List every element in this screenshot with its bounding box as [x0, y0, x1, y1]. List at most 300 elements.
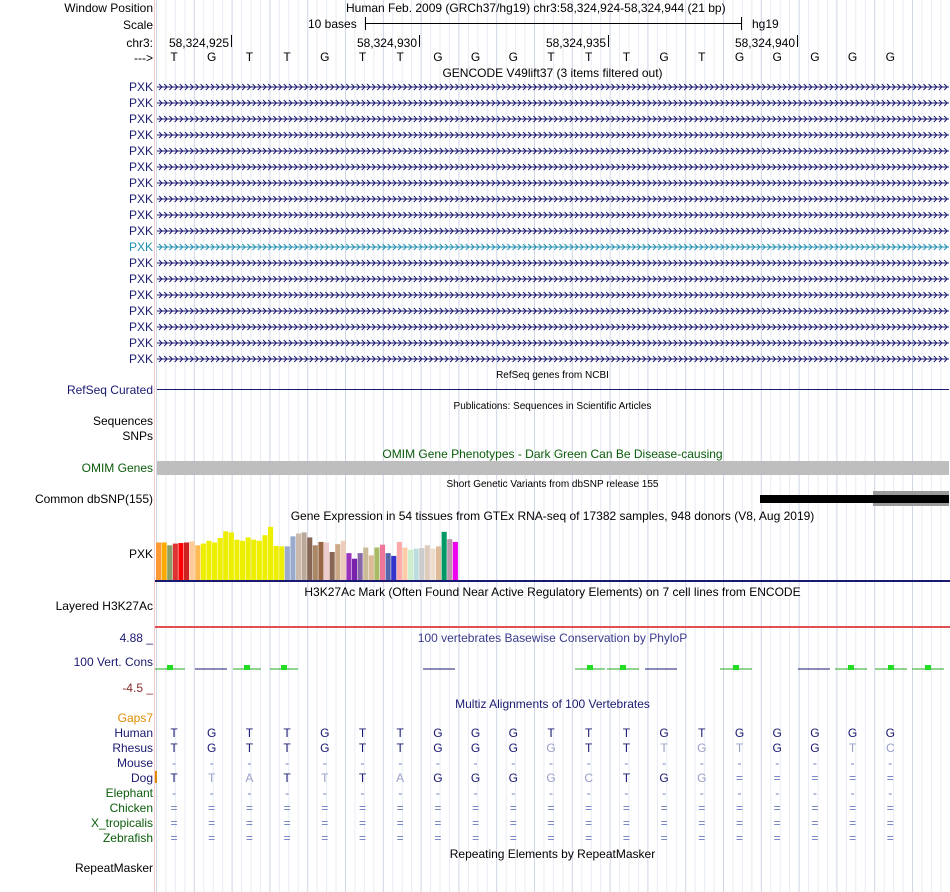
multiz-aligned-base: T: [848, 741, 857, 755]
multiz-aligned-base: G: [847, 726, 858, 740]
multiz-aligned-base: T: [622, 741, 631, 755]
phylop-score-mark: [620, 665, 626, 670]
gtex-tissue-bar: [246, 537, 251, 580]
multiz-aligned-base: =: [547, 801, 555, 815]
gtex-tissue-bar: [307, 537, 312, 580]
multiz-species-label[interactable]: Chicken: [109, 801, 153, 815]
gtex-track-title[interactable]: Gene Expression in 54 tissues from GTEx RNA-seq of 17382 samples, 948 donors (V8, Aug 2019): [290, 509, 815, 523]
reference-base: T: [170, 50, 178, 64]
ruler-position-label: 58,324,940: [734, 36, 795, 50]
gtex-tissue-bar: [290, 536, 295, 580]
multiz-aligned-base: -: [812, 786, 817, 800]
gencode-transcript-label[interactable]: PXK: [128, 112, 153, 126]
gtex-tissue-bar: [386, 553, 391, 580]
reference-base: T: [547, 50, 555, 64]
multiz-aligned-base: T: [358, 726, 367, 740]
gtex-tissue-bar: [358, 553, 363, 580]
multiz-aligned-base: =: [886, 801, 894, 815]
gtex-tissue-bar: [330, 552, 335, 580]
gtex-tissue-bar: [335, 544, 340, 580]
reference-base: G: [772, 50, 782, 64]
publications-snps-label[interactable]: SNPs: [122, 429, 153, 443]
gencode-transcript-intron[interactable]: [157, 195, 949, 203]
multiz-aligned-base: -: [511, 756, 516, 770]
multiz-aligned-base: -: [850, 786, 855, 800]
gencode-transcript-intron[interactable]: [157, 163, 949, 171]
scale-bar: [365, 23, 742, 24]
gtex-bar-chart[interactable]: [155, 524, 555, 580]
multiz-aligned-base: =: [811, 801, 819, 815]
gtex-tissue-bar: [195, 545, 200, 580]
multiz-aligned-base: G: [772, 741, 782, 755]
multiz-aligned-base: =: [622, 801, 630, 815]
multiz-aligned-base: A: [396, 771, 405, 785]
phylop-score-mark: [888, 665, 894, 670]
multiz-aligned-base: T: [208, 771, 216, 785]
multiz-aligned-base: -: [398, 786, 403, 800]
multiz-aligned-base: -: [247, 756, 252, 770]
multiz-aligned-base: =: [472, 831, 480, 845]
gencode-transcript-label[interactable]: PXK: [128, 128, 153, 142]
gtex-tissue-bar: [156, 542, 161, 580]
multiz-aligned-base: -: [172, 756, 176, 770]
multiz-aligned-base: -: [435, 786, 440, 800]
gtex-tissue-bar: [374, 548, 379, 580]
multiz-aligned-base: T: [358, 771, 367, 785]
reference-base: G: [207, 50, 217, 64]
multiz-aligned-base: -: [360, 756, 365, 770]
gencode-transcript-label[interactable]: PXK: [128, 96, 153, 110]
gtex-tissue-bar: [173, 544, 178, 580]
multiz-aligned-base: =: [170, 831, 178, 845]
multiz-aligned-base: -: [624, 786, 629, 800]
phylop-track-label[interactable]: 100 Vert. Cons: [73, 655, 153, 669]
gtex-tissue-bar: [167, 545, 172, 580]
scale-text: 10 bases: [308, 17, 357, 31]
reference-base: T: [698, 50, 706, 64]
gencode-transcript-intron[interactable]: [157, 147, 949, 155]
ruler-tick: [231, 35, 232, 47]
phylop-score-mark: [167, 665, 173, 670]
h3k27ac-baseline: [155, 626, 950, 628]
image-left-border: [154, 0, 155, 892]
repeatmasker-track-label[interactable]: RepeatMasker: [74, 861, 153, 875]
gtex-tissue-bar: [162, 542, 167, 580]
multiz-aligned-base: T: [622, 771, 631, 785]
multiz-aligned-base: =: [283, 831, 291, 845]
reference-base: G: [320, 50, 330, 64]
multiz-aligned-base: =: [170, 816, 178, 830]
gtex-tissue-bar: [190, 541, 195, 580]
multiz-aligned-base: =: [547, 816, 555, 830]
gtex-tissue-bar: [302, 532, 307, 580]
gencode-transcript-label[interactable]: PXK: [128, 240, 153, 254]
multiz-aligned-base: G: [697, 741, 707, 755]
reference-base: G: [810, 50, 820, 64]
multiz-aligned-base: T: [585, 726, 593, 740]
multiz-aligned-base: -: [511, 786, 516, 800]
multiz-aligned-base: -: [398, 756, 403, 770]
gencode-transcript-intron[interactable]: [157, 259, 949, 267]
gencode-transcript-intron[interactable]: [157, 211, 949, 219]
gtex-tissue-bar: [223, 531, 228, 580]
multiz-aligned-base: =: [811, 771, 819, 785]
multiz-aligned-base: A: [245, 771, 254, 785]
multiz-aligned-base: G: [320, 726, 330, 740]
gtex-tissue-bar: [346, 553, 351, 580]
gencode-transcript-intron[interactable]: [157, 83, 949, 91]
multiz-species-label[interactable]: Elephant: [105, 786, 153, 800]
gtex-tissue-bar: [324, 542, 329, 580]
multiz-aligned-base: -: [209, 786, 214, 800]
gtex-tissue-bar: [318, 542, 323, 580]
multiz-aligned-base: =: [773, 816, 781, 830]
multiz-aligned-base: G: [734, 726, 745, 740]
multiz-aligned-base: =: [509, 816, 517, 830]
multiz-aligned-base: =: [585, 831, 593, 845]
gtex-tissue-bar: [419, 548, 424, 580]
gencode-transcript-label[interactable]: PXK: [128, 160, 153, 174]
multiz-aligned-base: T: [245, 726, 254, 740]
multiz-aligned-base: -: [549, 756, 553, 770]
multiz-aligned-base: =: [396, 831, 404, 845]
window-position-label: Window Position: [64, 1, 153, 15]
multiz-aligned-base: -: [435, 756, 440, 770]
gencode-transcript-label[interactable]: PXK: [128, 352, 153, 366]
multiz-aligned-base: C: [885, 741, 895, 755]
h3k27ac-track-title[interactable]: H3K27Ac Mark (Often Found Near Active Regulatory Elements) on 7 cell lines from ENCODE: [304, 585, 801, 599]
multiz-aligned-base: G: [546, 771, 556, 785]
window-position-text: Human Feb. 2009 (GRCh37/hg19) chr3:58,324,924-58,324,944 (21 bp): [346, 1, 726, 15]
multiz-aligned-base: -: [662, 756, 667, 770]
refseq-line[interactable]: [157, 389, 949, 390]
multiz-aligned-base: =: [434, 831, 442, 845]
multiz-aligned-base: =: [434, 816, 442, 830]
reference-base: T: [245, 50, 254, 64]
gtex-tissue-bar: [296, 534, 301, 580]
gencode-transcript-label[interactable]: PXK: [128, 192, 153, 206]
multiz-aligned-base: =: [698, 831, 706, 845]
multiz-aligned-base: =: [735, 816, 743, 830]
gencode-transcript-intron[interactable]: [157, 243, 949, 251]
gtex-tissue-bar: [352, 559, 357, 580]
ruler-tick: [797, 35, 798, 47]
multiz-aligned-base: =: [735, 771, 743, 785]
multiz-aligned-base: -: [699, 756, 704, 770]
gtex-tissue-bar: [397, 542, 402, 580]
multiz-aligned-base: G: [433, 726, 443, 740]
gencode-transcript-intron[interactable]: [157, 323, 949, 331]
phylop-score-mark: [281, 665, 287, 670]
multiz-aligned-base: G: [508, 741, 518, 755]
gencode-transcript-intron[interactable]: [157, 275, 949, 283]
gencode-transcript-label[interactable]: PXK: [128, 208, 153, 222]
multiz-aligned-base: =: [396, 816, 404, 830]
gtex-tissue-bar: [257, 541, 262, 580]
gencode-transcript-label[interactable]: PXK: [128, 288, 153, 302]
multiz-aligned-base: =: [170, 801, 178, 815]
reference-base: G: [847, 50, 858, 64]
multiz-aligned-base: =: [547, 831, 555, 845]
gencode-transcript-label[interactable]: PXK: [128, 176, 153, 190]
multiz-aligned-base: T: [735, 741, 744, 755]
multiz-aligned-base: =: [208, 801, 216, 815]
multiz-aligned-base: -: [699, 786, 704, 800]
multiz-aligned-base: -: [586, 756, 591, 770]
multiz-aligned-base: =: [849, 831, 857, 845]
multiz-aligned-base: C: [584, 771, 594, 785]
gtex-tissue-bar: [279, 546, 284, 580]
ruler-tick: [419, 35, 420, 47]
gtex-tissue-bar: [229, 532, 234, 580]
multiz-aligned-base: =: [735, 801, 743, 815]
multiz-aligned-base: -: [172, 786, 176, 800]
multiz-aligned-base: -: [737, 786, 742, 800]
multiz-aligned-base: -: [285, 756, 290, 770]
gtex-tissue-bar: [212, 542, 217, 580]
multiz-aligned-base: =: [886, 816, 894, 830]
multiz-aligned-base: =: [208, 816, 216, 830]
multiz-aligned-base: T: [283, 771, 291, 785]
gtex-tissue-bar: [240, 541, 245, 580]
multiz-aligned-base: T: [358, 741, 367, 755]
gtex-tissue-bar: [268, 527, 273, 580]
multiz-aligned-base: G: [320, 741, 330, 755]
gencode-transcript-intron[interactable]: [157, 131, 949, 139]
multiz-aligned-base: =: [849, 771, 857, 785]
multiz-aligned-base: =: [208, 831, 216, 845]
gencode-transcript-intron[interactable]: [157, 291, 949, 299]
multiz-aligned-base: =: [622, 831, 630, 845]
phylop-score-mark: [848, 665, 854, 670]
multiz-aligned-base: =: [283, 801, 291, 815]
dbsnp-track-title[interactable]: Short Genetic Variants from dbSNP release 155: [446, 479, 659, 490]
multiz-aligned-base: G: [772, 726, 782, 740]
multiz-aligned-base: =: [396, 801, 404, 815]
gencode-transcript-intron[interactable]: [157, 307, 949, 315]
gtex-tissue-bar: [380, 545, 385, 580]
reference-base: T: [396, 50, 404, 64]
refseq-track-label[interactable]: RefSeq Curated: [66, 383, 153, 397]
gencode-transcript-label[interactable]: PXK: [128, 144, 153, 158]
multiz-aligned-base: =: [698, 801, 706, 815]
gencode-transcript-label[interactable]: PXK: [128, 256, 153, 270]
gtex-tissue-bar: [436, 546, 441, 580]
gencode-transcript-intron[interactable]: [157, 99, 949, 107]
multiz-aligned-base: =: [773, 771, 781, 785]
multiz-aligned-base: G: [207, 741, 217, 755]
gtex-tissue-bar: [274, 546, 279, 580]
multiz-aligned-base: G: [508, 726, 518, 740]
phylop-min-label: -4.5 _: [122, 681, 153, 695]
multiz-aligned-base: =: [245, 801, 253, 815]
reference-base: G: [470, 50, 481, 64]
multiz-aligned-base: -: [888, 756, 893, 770]
gencode-transcript-intron[interactable]: [157, 179, 949, 187]
phylop-score-mark: [244, 665, 250, 670]
multiz-aligned-base: T: [396, 741, 404, 755]
scale-label: Scale: [122, 18, 153, 32]
gencode-transcript-intron[interactable]: [157, 339, 949, 347]
gtex-track-baseline: [155, 580, 950, 582]
multiz-aligned-base: -: [888, 786, 893, 800]
multiz-aligned-base: T: [170, 771, 178, 785]
multiz-aligned-base: T: [283, 741, 291, 755]
multiz-aligned-base: -: [549, 786, 553, 800]
gtex-tissue-bar: [201, 544, 206, 580]
multiz-aligned-base: =: [660, 816, 668, 830]
gtex-tissue-bar: [447, 539, 452, 580]
multiz-aligned-base: =: [321, 816, 329, 830]
gtex-tissue-bar: [218, 538, 223, 580]
gtex-tissue-bar: [251, 540, 256, 580]
publications-track-title[interactable]: Publications: Sequences in Scientific Articles: [453, 401, 652, 412]
gencode-transcript-label[interactable]: PXK: [128, 224, 153, 238]
omim-track-label[interactable]: OMIM Genes: [81, 461, 153, 475]
multiz-aligned-base: G: [433, 771, 443, 785]
multiz-aligned-base: =: [622, 816, 630, 830]
gencode-transcript-label[interactable]: PXK: [128, 304, 153, 318]
multiz-aligned-base: =: [358, 801, 366, 815]
multiz-aligned-base: -: [322, 786, 327, 800]
multiz-gaps-label[interactable]: Gaps7: [117, 711, 153, 725]
multiz-aligned-base: =: [585, 801, 593, 815]
scale-db-label: hg19: [752, 17, 779, 31]
ruler-position-label: 58,324,930: [356, 36, 417, 50]
multiz-aligned-base: =: [849, 816, 857, 830]
multiz-aligned-base: =: [472, 816, 480, 830]
multiz-aligned-base: =: [849, 801, 857, 815]
reference-base: T: [283, 50, 291, 64]
multiz-aligned-base: T: [698, 726, 706, 740]
h3k27ac-track-label[interactable]: Layered H3K27Ac: [55, 599, 153, 613]
gtex-tissue-bar: [341, 541, 346, 580]
multiz-aligned-base: G: [697, 771, 707, 785]
multiz-aligned-base: G: [659, 726, 669, 740]
multiz-aligned-base: =: [321, 831, 329, 845]
multiz-aligned-base: =: [886, 831, 894, 845]
gtex-tissue-bar: [363, 548, 368, 580]
multiz-aligned-base: G: [508, 771, 518, 785]
phylop-score-mark: [587, 665, 593, 670]
gencode-transcript-intron[interactable]: [157, 115, 949, 123]
gtex-tissue-bar: [206, 541, 211, 580]
gtex-tissue-bar: [442, 532, 447, 580]
multiz-species-label[interactable]: Human: [114, 726, 153, 740]
omim-track-title[interactable]: OMIM Gene Phenotypes - Dark Green Can Be Disease-causing: [382, 447, 723, 461]
gencode-transcript-label[interactable]: PXK: [128, 80, 153, 94]
reference-base: G: [433, 50, 443, 64]
gtex-tissue-bar: [391, 556, 396, 580]
phylop-signal[interactable]: [155, 655, 950, 680]
multiz-aligned-base: -: [322, 756, 327, 770]
multiz-aligned-base: =: [509, 801, 517, 815]
multiz-aligned-base: T: [547, 726, 555, 740]
chrom-label: chr3:: [126, 36, 153, 50]
gencode-transcript-label[interactable]: PXK: [128, 336, 153, 350]
multiz-aligned-base: G: [659, 771, 669, 785]
multiz-track-title[interactable]: Multiz Alignments of 100 Vertebrates: [455, 697, 650, 711]
multiz-aligned-base: -: [285, 786, 290, 800]
dbsnp-track-label[interactable]: Common dbSNP(155): [34, 492, 153, 506]
multiz-aligned-base: -: [850, 756, 855, 770]
gaps-marker: [155, 771, 157, 783]
multiz-aligned-base: =: [321, 801, 329, 815]
multiz-aligned-base: G: [433, 741, 443, 755]
multiz-aligned-base: =: [811, 831, 819, 845]
reference-base: G: [734, 50, 745, 64]
multiz-aligned-base: T: [660, 741, 668, 755]
gtex-tissue-bar: [402, 548, 407, 580]
multiz-species-label[interactable]: Mouse: [116, 756, 153, 770]
multiz-aligned-base: =: [434, 801, 442, 815]
publications-sequences-label[interactable]: Sequences: [92, 414, 153, 428]
multiz-species-label[interactable]: Rhesus: [112, 741, 153, 755]
phylop-track-title[interactable]: 100 vertebrates Basewise Conservation by PhyloP: [417, 631, 688, 645]
reference-base: G: [508, 50, 518, 64]
dbsnp-variant-bar-overlay[interactable]: [873, 495, 949, 503]
gtex-tissue-bar: [285, 546, 290, 580]
multiz-aligned-base: =: [811, 816, 819, 830]
gtex-gene-label[interactable]: PXK: [128, 547, 153, 561]
gtex-tissue-bar: [369, 555, 374, 580]
multiz-aligned-base: -: [662, 786, 667, 800]
ruler-position-label: 58,324,925: [168, 36, 229, 50]
reference-base: G: [885, 50, 895, 64]
ruler-position-label: 58,324,935: [545, 36, 606, 50]
omim-feature-bar[interactable]: [157, 461, 949, 475]
multiz-aligned-base: T: [170, 741, 178, 755]
multiz-aligned-base: T: [245, 741, 254, 755]
multiz-aligned-base: =: [245, 831, 253, 845]
refseq-track-title[interactable]: RefSeq genes from NCBI: [496, 370, 609, 381]
gencode-transcript-intron[interactable]: [157, 227, 949, 235]
reference-base: T: [358, 50, 367, 64]
multiz-aligned-base: G: [470, 771, 481, 785]
multiz-aligned-base: T: [283, 726, 291, 740]
multiz-aligned-base: -: [586, 786, 591, 800]
multiz-aligned-base: T: [321, 771, 329, 785]
gtex-tissue-bar: [313, 545, 318, 580]
multiz-aligned-base: -: [247, 786, 252, 800]
multiz-aligned-base: -: [473, 786, 478, 800]
gtex-tissue-bar: [408, 550, 413, 580]
gencode-transcript-label[interactable]: PXK: [128, 320, 153, 334]
gtex-tissue-bar: [414, 549, 419, 580]
multiz-aligned-base: =: [886, 771, 894, 785]
multiz-aligned-base: -: [360, 786, 365, 800]
repeatmasker-track-title[interactable]: Repeating Elements by RepeatMasker: [449, 847, 656, 861]
gtex-tissue-bar: [430, 549, 435, 580]
multiz-aligned-base: =: [585, 816, 593, 830]
multiz-aligned-base: T: [170, 726, 178, 740]
multiz-aligned-base: -: [812, 756, 817, 770]
multiz-species-label[interactable]: Zebrafish: [102, 831, 153, 845]
gencode-transcript-intron[interactable]: [157, 355, 949, 363]
multiz-species-label[interactable]: Dog: [130, 771, 153, 785]
gtex-tissue-bar: [453, 542, 458, 580]
multiz-aligned-base: =: [773, 801, 781, 815]
multiz-aligned-base: =: [660, 801, 668, 815]
multiz-aligned-base: G: [470, 741, 481, 755]
gtex-tissue-bar: [425, 545, 430, 580]
gencode-transcript-label[interactable]: PXK: [128, 272, 153, 286]
phylop-score-mark: [733, 665, 739, 670]
multiz-species-label[interactable]: X_tropicalis: [90, 816, 153, 830]
multiz-aligned-base: =: [283, 816, 291, 830]
gencode-track-title[interactable]: GENCODE V49lift37 (3 items filtered out): [442, 66, 663, 80]
multiz-aligned-base: T: [622, 726, 631, 740]
